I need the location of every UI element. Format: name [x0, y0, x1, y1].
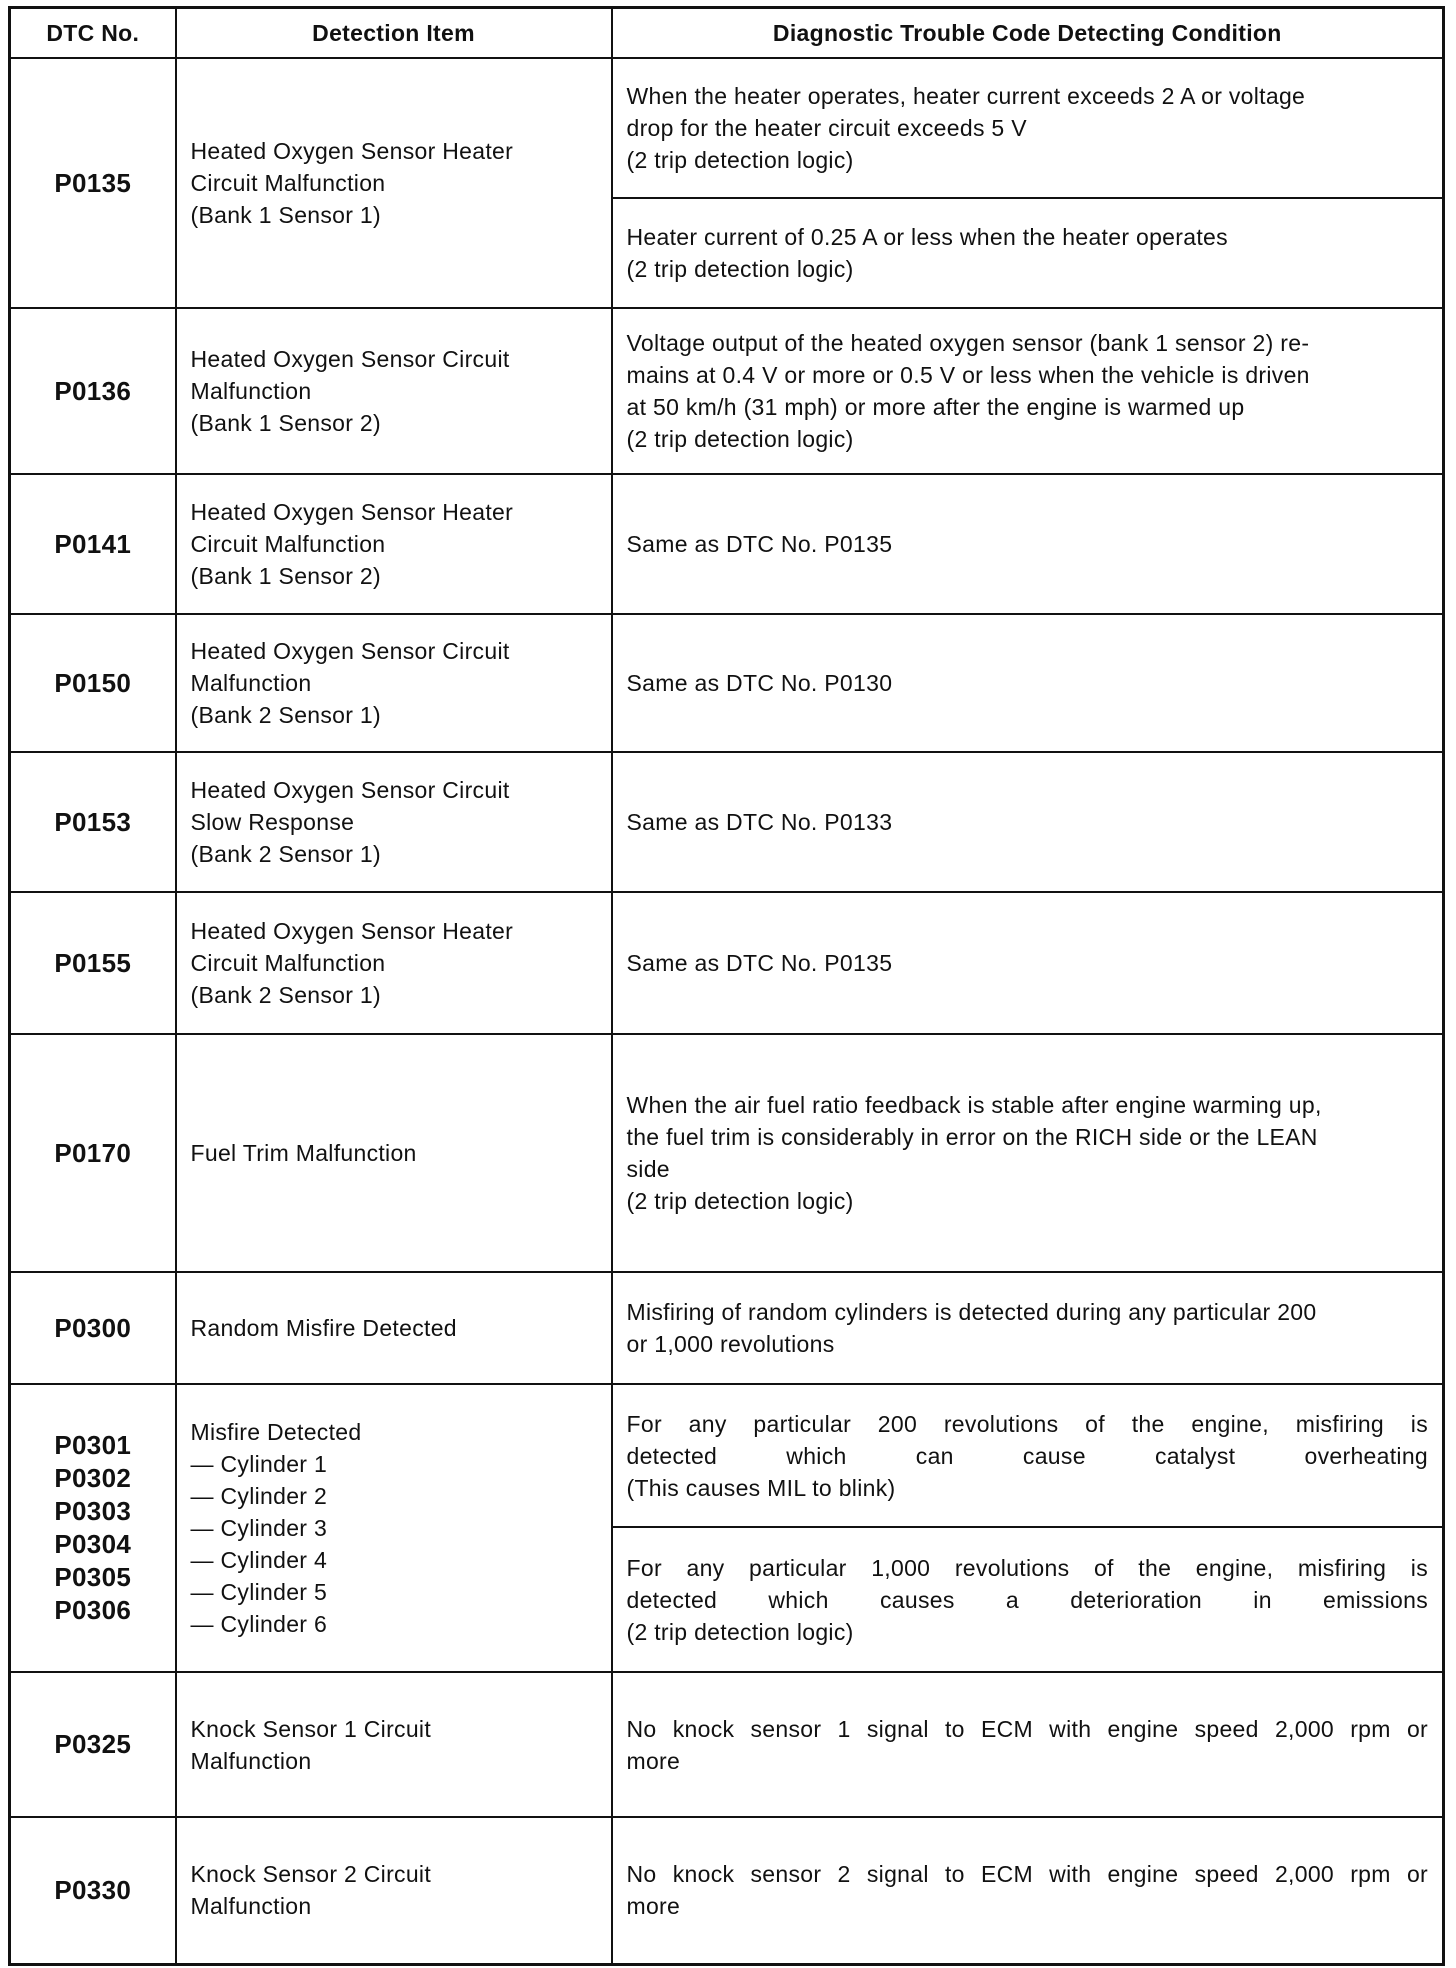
condition-cell	[612, 1272, 1444, 1384]
text-line: — Cylinder 1	[190, 1451, 328, 1477]
text-line: Slow Response	[190, 809, 355, 835]
text-line: Misfiring of random cylinders is detected during any particular 200	[626, 1299, 1317, 1325]
text-line: Heated Oxygen Sensor Circuit	[190, 638, 510, 664]
condition-cell	[612, 1672, 1444, 1817]
dtc-code: P0170	[54, 1137, 132, 1168]
text-line: (Bank 1 Sensor 2)	[190, 563, 381, 589]
dtc-code: P0306	[54, 1595, 132, 1625]
dtc-code-cell	[10, 1384, 176, 1672]
table-row	[10, 1384, 1444, 1527]
text-line: (This causes MIL to blink)	[626, 1474, 896, 1501]
table-row	[10, 1034, 1444, 1272]
table-header-row	[10, 8, 1444, 59]
dtc-code: P0300	[54, 1312, 132, 1343]
detection-item-cell	[176, 58, 612, 308]
text-line: Heated Oxygen Sensor Heater	[190, 918, 514, 944]
dtc-code: P0325	[54, 1729, 132, 1759]
detection-item-cell	[176, 752, 612, 892]
condition-cell	[612, 58, 1444, 198]
condition-cell	[612, 614, 1444, 752]
text-line: or 1,000 revolutions	[626, 1331, 835, 1357]
condition-cell	[612, 1527, 1444, 1672]
text-line: — Cylinder 2	[190, 1483, 328, 1509]
text-line: more	[626, 1893, 681, 1920]
header-dtc-no: DTC No.	[10, 8, 176, 59]
text-line: Heated Oxygen Sensor Circuit	[190, 777, 510, 803]
text-line: — Cylinder 4	[190, 1547, 328, 1573]
dtc-table	[8, 6, 1445, 1966]
table-body	[10, 58, 1444, 1964]
dtc-code: P0155	[54, 947, 132, 978]
condition-cell	[612, 1817, 1444, 1964]
text-line: Malfunction	[190, 670, 312, 696]
text-line: Same as DTC No. P0135	[626, 531, 893, 557]
table-row	[10, 1817, 1444, 1964]
detection-item-cell	[176, 1034, 612, 1272]
text-line: Circuit Malfunction	[190, 531, 386, 557]
detection-item-cell	[176, 308, 612, 474]
detection-item-cell	[176, 1817, 612, 1964]
text-line: (Bank 2 Sensor 1)	[190, 841, 381, 867]
detection-item-cell	[176, 474, 612, 614]
dtc-code: P0303	[54, 1496, 132, 1526]
dtc-code: P0141	[54, 528, 132, 559]
dtc-code-cell	[10, 892, 176, 1034]
table-row	[10, 308, 1444, 474]
detection-item-cell	[176, 1384, 612, 1672]
text-line: Misfire Detected	[190, 1419, 362, 1445]
text-line: (2 trip detection logic)	[626, 1618, 854, 1645]
text-line: No knock sensor 2 signal to ECM with engine speed 2,000 rpm or	[626, 1861, 1428, 1888]
dtc-code: P0301	[54, 1430, 132, 1460]
condition-cell	[612, 1384, 1444, 1527]
text-line: When the heater operates, heater current exceeds 2 A or voltage	[626, 83, 1306, 109]
table-row	[10, 892, 1444, 1034]
text-line: Knock Sensor 2 Circuit	[190, 1861, 432, 1888]
dtc-code-cell	[10, 58, 176, 308]
text-line: more	[626, 1747, 681, 1774]
text-line: mains at 0.4 V or more or 0.5 V or less when the vehicle is driven	[626, 362, 1310, 388]
table-row	[10, 58, 1444, 198]
dtc-code: P0305	[54, 1562, 132, 1592]
dtc-code: P0330	[54, 1874, 132, 1905]
table-row	[10, 1272, 1444, 1384]
text-line: — Cylinder 3	[190, 1515, 328, 1541]
text-line: No knock sensor 1 signal to ECM with engine speed 2,000 rpm or	[626, 1715, 1428, 1742]
text-line: (2 trip detection logic)	[626, 147, 854, 173]
dtc-code-cell	[10, 1817, 176, 1964]
text-line: — Cylinder 6	[190, 1611, 328, 1637]
text-line: Malfunction	[190, 1893, 312, 1920]
table-row	[10, 752, 1444, 892]
header-condition: Diagnostic Trouble Code Detecting Condition	[612, 8, 1444, 59]
dtc-code: P0136	[54, 375, 132, 406]
dtc-document-page	[8, 6, 1442, 1966]
table-row	[10, 614, 1444, 752]
detection-item-cell	[176, 614, 612, 752]
text-line: (Bank 2 Sensor 1)	[190, 982, 381, 1008]
text-line: Knock Sensor 1 Circuit	[190, 1715, 432, 1742]
text-line: Circuit Malfunction	[190, 170, 386, 196]
dtc-code: P0135	[54, 167, 132, 198]
text-line: — Cylinder 5	[190, 1579, 328, 1605]
text-line: Random Misfire Detected	[190, 1315, 457, 1341]
text-line: (2 trip detection logic)	[626, 1188, 854, 1214]
text-line: When the air fuel ratio feedback is stable after engine warming up,	[626, 1092, 1322, 1118]
condition-cell	[612, 474, 1444, 614]
detection-item-cell	[176, 1672, 612, 1817]
text-line: side	[626, 1156, 670, 1182]
text-line: Malfunction	[190, 1747, 312, 1774]
text-line: (2 trip detection logic)	[626, 256, 854, 282]
dtc-code: P0150	[54, 667, 132, 698]
text-line: For any particular 200 revolutions of the engine, misfiring is	[626, 1410, 1428, 1437]
condition-cell	[612, 308, 1444, 474]
detection-item-cell	[176, 1272, 612, 1384]
dtc-code-cell	[10, 614, 176, 752]
text-line: Same as DTC No. P0135	[626, 950, 893, 976]
text-line: Heated Oxygen Sensor Heater	[190, 499, 514, 525]
condition-cell	[612, 892, 1444, 1034]
dtc-code: P0302	[54, 1463, 132, 1493]
text-line: Heated Oxygen Sensor Circuit	[190, 346, 510, 372]
text-line: Same as DTC No. P0130	[626, 670, 893, 696]
dtc-code: P0153	[54, 806, 132, 837]
header-detection-item: Detection Item	[176, 8, 612, 59]
text-line: Heated Oxygen Sensor Heater	[190, 138, 514, 164]
text-line: detected which causes a deterioration in emissions	[626, 1586, 1428, 1613]
condition-cell	[612, 752, 1444, 892]
text-line: (Bank 1 Sensor 1)	[190, 202, 381, 228]
text-line: the fuel trim is considerably in error on the RICH side or the LEAN	[626, 1124, 1318, 1150]
text-line: Fuel Trim Malfunction	[190, 1140, 417, 1166]
dtc-code-cell	[10, 1034, 176, 1272]
text-line: Heater current of 0.25 A or less when the heater operates	[626, 224, 1228, 250]
dtc-code-cell	[10, 752, 176, 892]
text-line: (Bank 2 Sensor 1)	[190, 702, 381, 728]
text-line: at 50 km/h (31 mph) or more after the engine is warmed up	[626, 394, 1245, 420]
text-line: drop for the heater circuit exceeds 5 V	[626, 115, 1027, 141]
dtc-code: P0304	[54, 1529, 132, 1559]
text-line: Malfunction	[190, 378, 312, 404]
text-line: Voltage output of the heated oxygen sensor (bank 1 sensor 2) re-	[626, 330, 1310, 356]
text-line: Circuit Malfunction	[190, 950, 386, 976]
text-line: (Bank 1 Sensor 2)	[190, 410, 381, 436]
text-line: detected which can cause catalyst overheating	[626, 1442, 1428, 1469]
condition-cell	[612, 198, 1444, 308]
detection-item-cell	[176, 892, 612, 1034]
text-line: For any particular 1,000 revolutions of the engine, misfiring is	[626, 1554, 1428, 1581]
table-row	[10, 474, 1444, 614]
text-line: (2 trip detection logic)	[626, 426, 854, 452]
table-row	[10, 1672, 1444, 1817]
dtc-code-cell	[10, 1672, 176, 1817]
text-line: Same as DTC No. P0133	[626, 809, 893, 835]
condition-cell	[612, 1034, 1444, 1272]
dtc-code-cell	[10, 308, 176, 474]
dtc-code-cell	[10, 474, 176, 614]
dtc-code-cell	[10, 1272, 176, 1384]
